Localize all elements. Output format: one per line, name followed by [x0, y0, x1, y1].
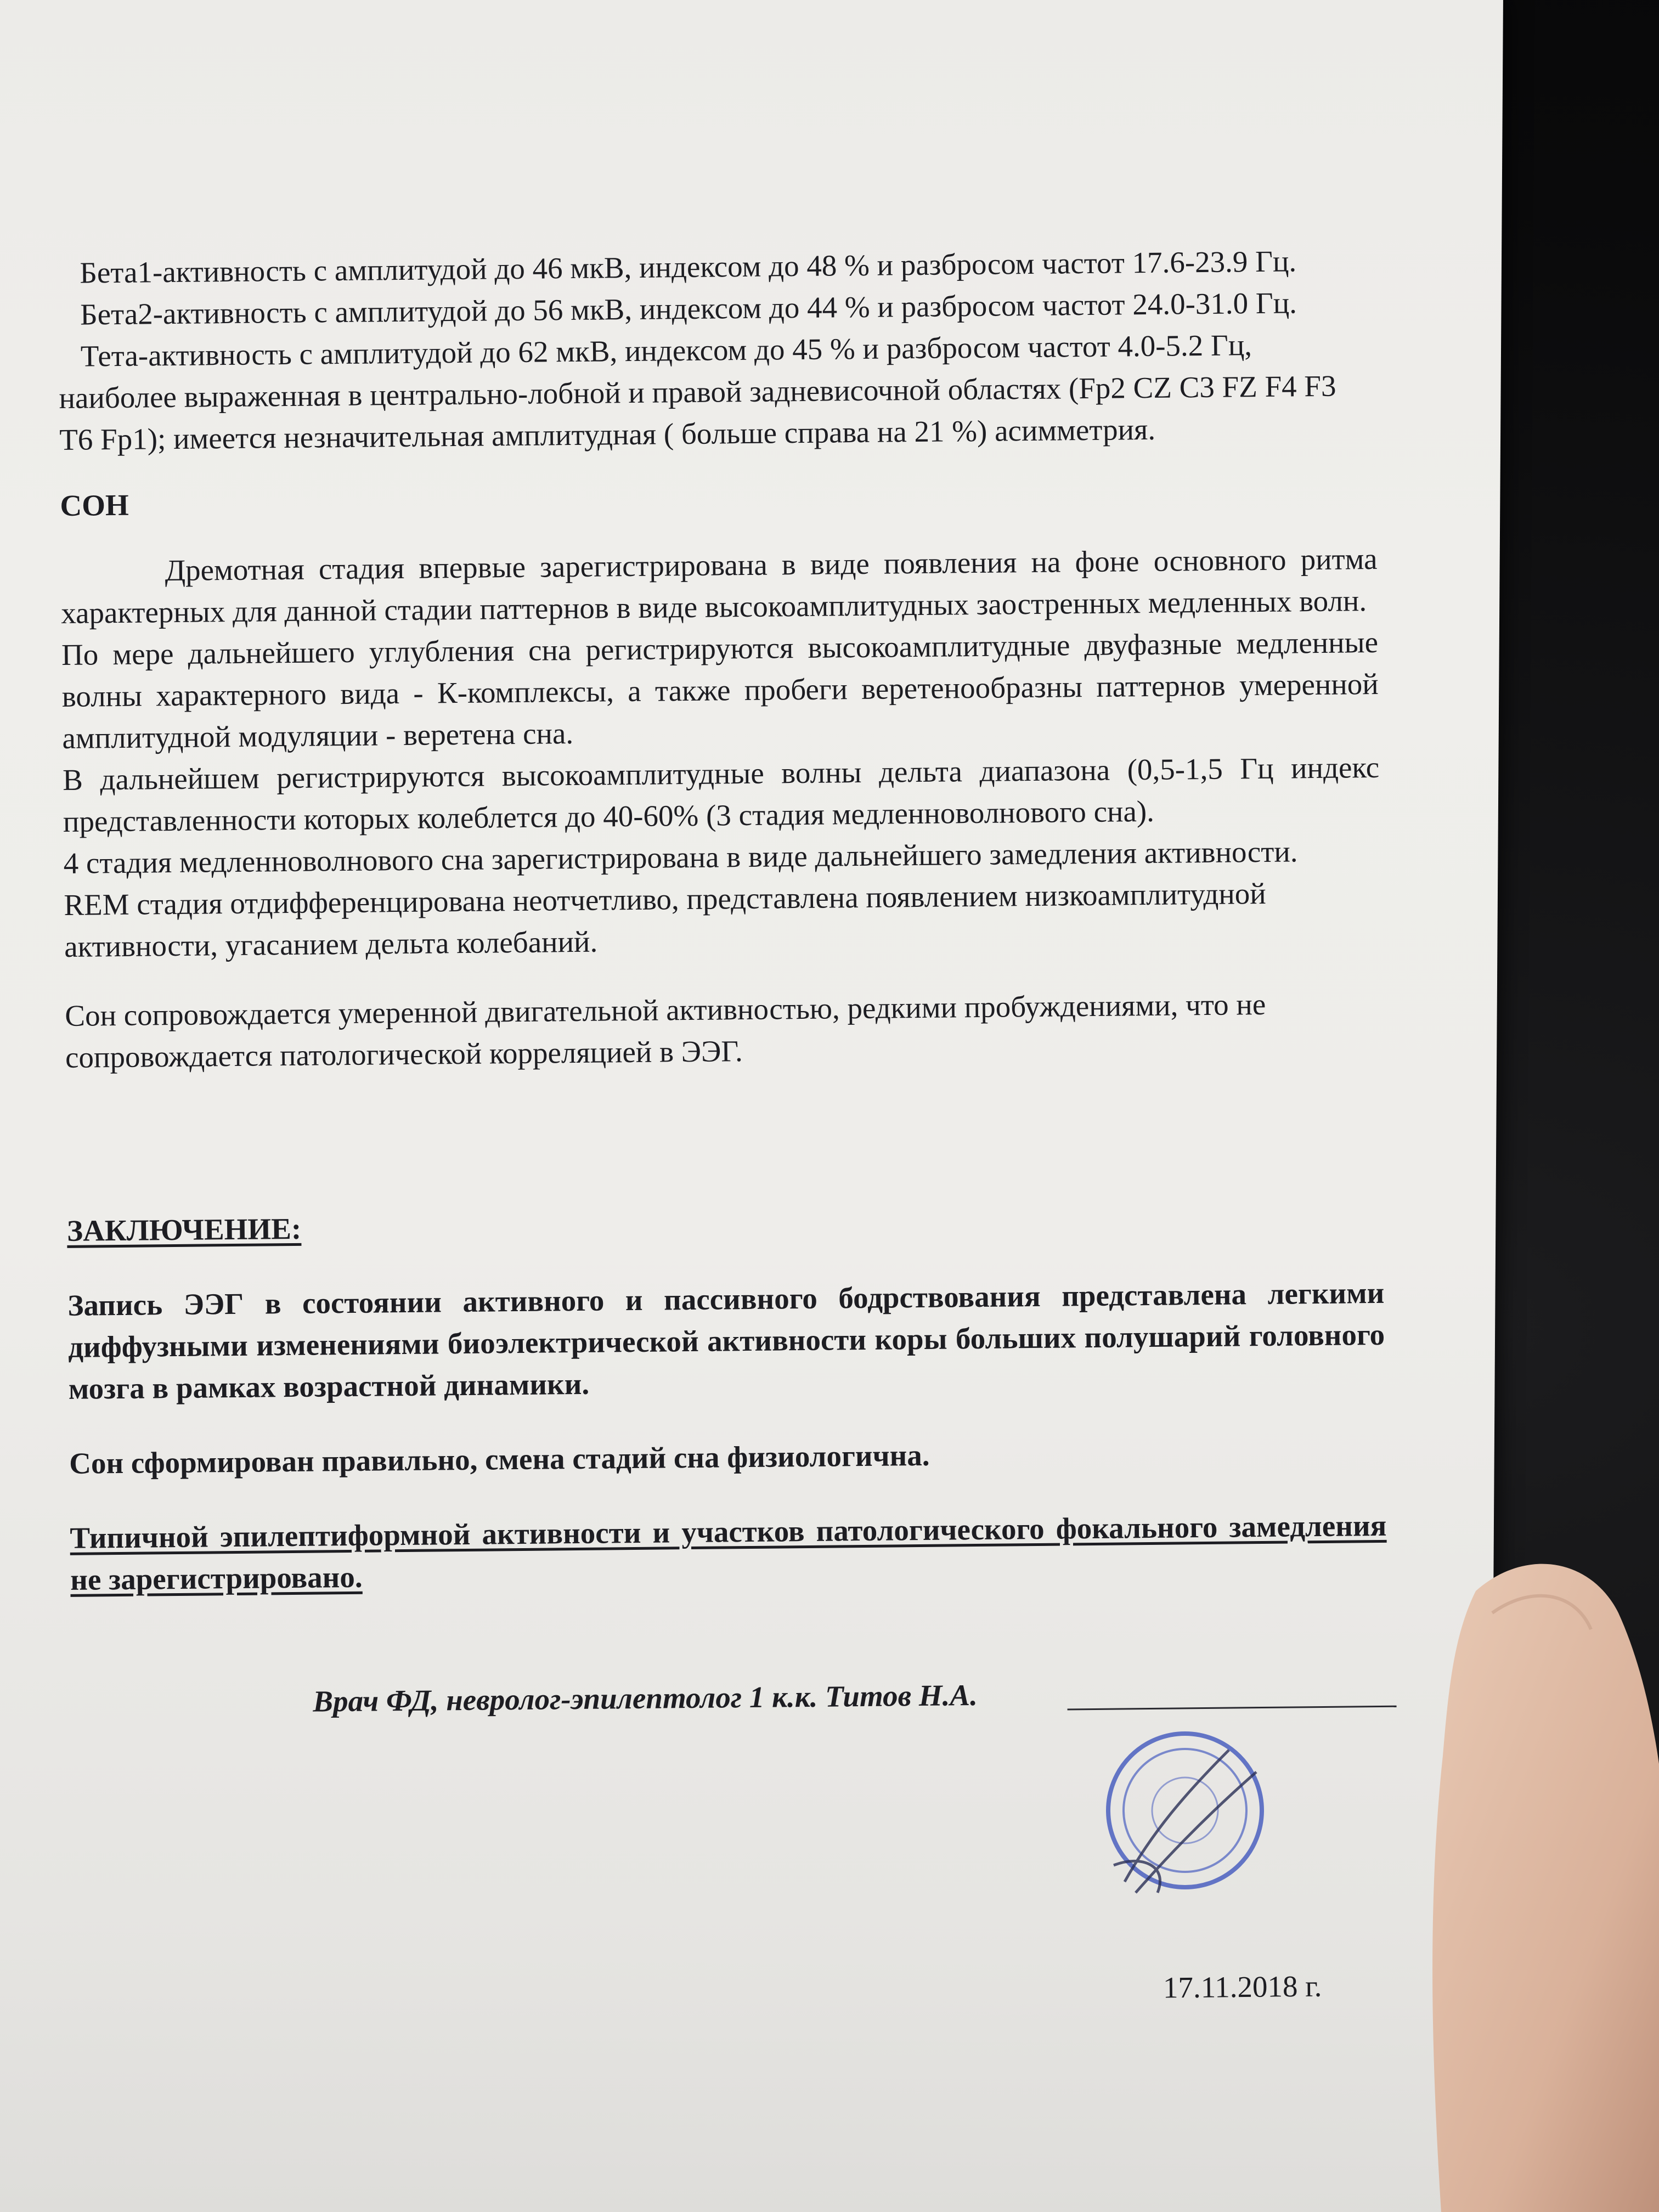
doctor-signature-label: Врач ФД, невролог-эпилептолог 1 к.к. Титов Н.А. [313, 1678, 978, 1718]
sleep-paragraph-5: REM стадия отдифференцирована неотчетливо, представлена появлением низкоамплитудной активности, угасанием дельта колебаний. [64, 876, 1266, 963]
sleep-paragraph-6: Сон сопровождается умеренной двигательной активностью, редкими пробуждениями, что не сопровождается патологической корреляцией в ЭЭГ. [65, 987, 1266, 1074]
beta2-paragraph: Бета2-активность с амплитудой до 56 мкВ, индексом до 44 % и разбросом частот 24.0-31.0 Гц. [80, 286, 1297, 331]
conclusion-paragraph-2: Сон сформирован правильно, смена стадий сна физиологична. [69, 1438, 930, 1480]
document-body [58, 240, 1389, 1738]
sleep-paragraph-4: 4 стадия медленноволнового сна зарегистрирована в виде дальнейшего замедления активности. [63, 834, 1298, 880]
sleep-paragraph-1: Дремотная стадия впервые зарегистрирована в виде появления на фоне основного ритма характерных для данной стадии паттернов в виде высокоамплитудных заостренных медленных волн. [61, 541, 1378, 630]
conclusion-paragraph-1: Запись ЭЭГ в состоянии активного и пассивного бодрствования представлена легкими диффузными изменениями биоэлектрической активности коры больших полушарий головного мозга в рамках возрастной динамики. [67, 1276, 1385, 1406]
spacer [65, 1066, 1383, 1210]
sleep-heading: СОН [60, 488, 129, 522]
beta1-paragraph: Бета1-активность с амплитудой до 46 мкВ, индексом до 48 % и разбросом частот 17.6-23.9 Гц. [80, 244, 1297, 290]
sleep-paragraph-3: В дальнейшем регистрируются высокоамплитудные волны дельта диапазона (0,5-1,5 Гц индекс представленности которых колеблется до 40-60% (3 стадия медленноволнового сна). [62, 750, 1380, 838]
stamp-icon [1092, 1728, 1273, 1909]
sleep-paragraph-2: По мере дальнейшего углубления сна регистрируются высокоамплитудные двуфазные медленные волны характерного вида - К-комплексы, а также пробеги веретенообразны паттернов умеренной амплитудной модуляции - веретена сна. [61, 625, 1379, 755]
document-date: 17.11.2018 г. [1163, 1969, 1322, 2005]
theta-paragraph: Тета-активность с амплитудой до 62 мкВ, индексом до 45 % и разбросом частот 4.0-5.2 Гц, наиболее выраженная в центрально-лобной и правой задневисочной областях (Fp2 CZ C3 FZ F4 F3 T6 Fp1); имеется незначительная амплитудная ( больше справа на 21 %) асимметрия. [59, 328, 1336, 456]
signature-line [1068, 1706, 1397, 1711]
conclusion-paragraph-3: Типичной эпилептиформной активности и участков патологического фокального замедления не зарегистрировано. [70, 1508, 1387, 1596]
conclusion-heading: ЗАКЛЮЧЕНИЕ: [66, 1211, 302, 1248]
thumb-icon [1410, 1525, 1659, 2212]
